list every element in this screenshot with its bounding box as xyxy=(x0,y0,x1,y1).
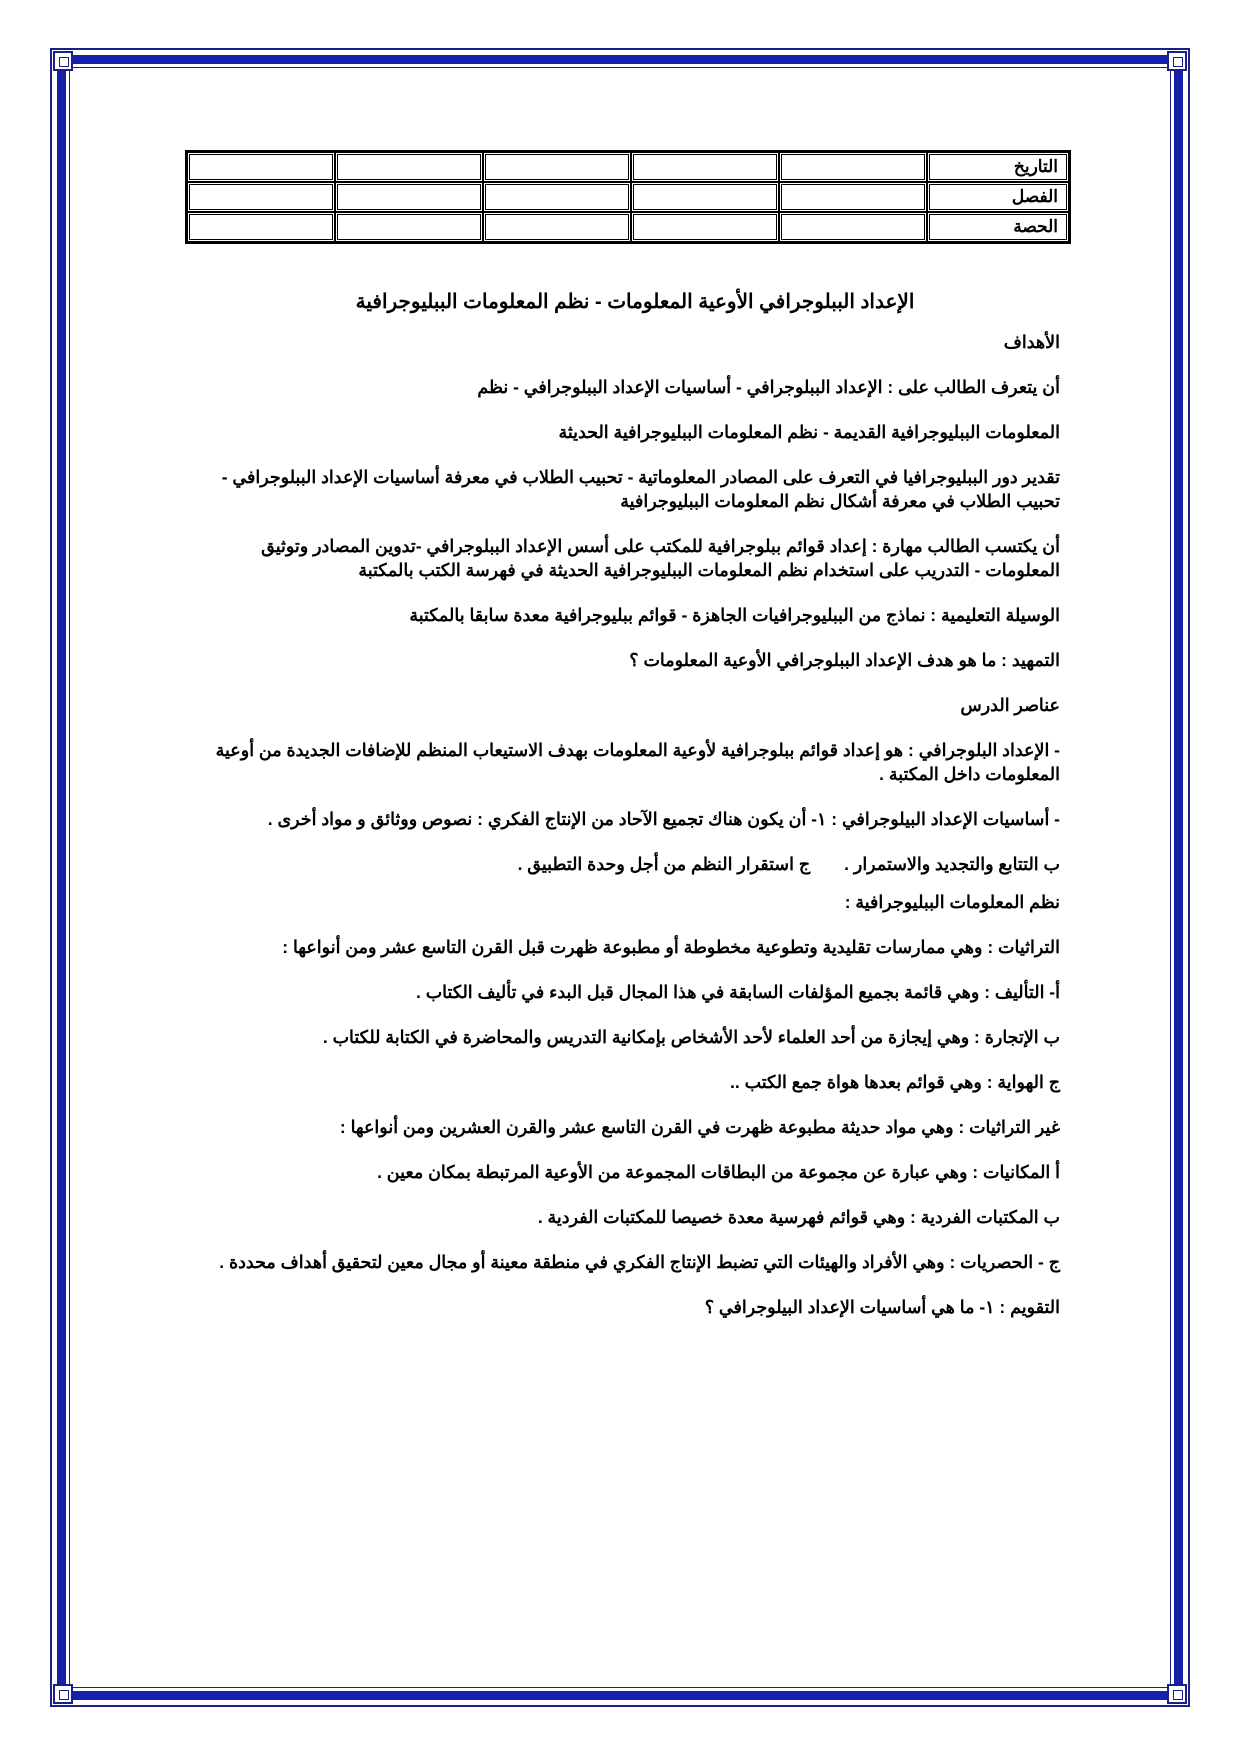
table-cell xyxy=(483,212,631,242)
page-title: الإعداد الببلوجرافي الأوعية المعلومات - نظم المعلومات الببليوجرافية xyxy=(355,291,915,313)
paragraph: أ المكانيات : وهي عبارة عن مجموعة من البطاقات المجموعة من الأوعية المرتبطة بمكان معين . xyxy=(377,1162,1060,1182)
table-row xyxy=(187,152,1069,182)
table-cell xyxy=(631,212,779,242)
paragraph: غير التراثيات : وهي مواد حديثة مطبوعة ظهرت في القرن التاسع عشر والقرن العشرين ومن أنواعها : xyxy=(339,1117,1060,1137)
evaluation-paragraph: التقويم : ١- ما هي أساسيات الإعداد البيلوجرافي ؟ xyxy=(704,1297,1060,1317)
table-cell xyxy=(335,182,483,212)
table-cell xyxy=(631,152,779,182)
paragraph: ج الهواية : وهي قوائم بعدها هواة جمع الكتب .. xyxy=(729,1072,1060,1092)
table-row xyxy=(187,212,1069,242)
border-corner-ornament xyxy=(53,1684,73,1704)
table-cell xyxy=(335,152,483,182)
table-cell xyxy=(779,152,927,182)
table-cell xyxy=(335,212,483,242)
table-cell xyxy=(483,182,631,212)
table-cell xyxy=(779,182,927,212)
table-cell xyxy=(483,152,631,182)
table-cell xyxy=(187,152,335,182)
paragraph: أن يكتسب الطالب مهارة : إعداد قوائم ببلوجرافية للمكتب على أسس الإعداد الببلوجرافي -تدوين المصادر وتوثيق المعلومات - التدريب على استخدام نظم المعلومات الببليوجرافية الحديثة في فهرسة الكتب بالمكتبة xyxy=(261,536,1060,580)
systems-heading: نظم المعلومات الببليوجرافية : xyxy=(844,892,1060,912)
schedule-table xyxy=(185,150,1071,244)
paragraph: المعلومات الببليوجرافية القديمة - نظم المعلومات الببليوجرافية الحديثة xyxy=(558,422,1060,442)
objectives-heading: الأهداف xyxy=(1003,332,1060,352)
paragraph: تقدير دور الببليوجرافيا في التعرف على المصادر المعلوماتية - تحبيب الطلاب في معرفة أساسيات الإعداد الببلوجرافي - تحبيب الطلاب في معرفة أشكال نظم المعلومات الببليوجرافية xyxy=(221,467,1060,511)
paragraph: التراثيات : وهي ممارسات تقليدية وتطوعية مخطوطة أو مطبوعة ظهرت قبل القرن التاسع عشر ومن أنواعها : xyxy=(282,937,1060,957)
table-cell xyxy=(631,182,779,212)
lesson-elements-heading: عناصر الدرس xyxy=(960,695,1060,715)
table-cell xyxy=(187,212,335,242)
border-corner-ornament xyxy=(53,51,73,71)
row-label-date: التاريخ xyxy=(927,152,1069,182)
table-row xyxy=(187,182,1069,212)
border-corner-ornament xyxy=(1167,51,1187,71)
paragraph: أن يتعرف الطالب على : الإعداد الببلوجرافي - أساسيات الإعداد الببلوجرافي - نظم xyxy=(477,377,1060,397)
paragraph: ب المكتبات الفردية : وهي قوائم فهرسية معدة خصيصا للمكتبات الفردية . xyxy=(537,1207,1060,1227)
paragraph: التمهيد : ما هو هدف الإعداد الببلوجرافي الأوعية المعلومات ؟ xyxy=(629,650,1060,670)
table-cell xyxy=(779,212,927,242)
paragraph: ج - الحصريات : وهي الأفراد والهيئات التي تضبط الإنتاج الفكري في منطقة معينة أو مجال معين لتحقيق أهداف محددة . xyxy=(219,1252,1060,1272)
paragraph: - أساسيات الإعداد البيلوجرافي : ١- أن يكون هناك تجميع الآحاد من الإنتاج الفكري : نصوص ووثائق و مواد أخرى . xyxy=(267,809,1060,829)
paragraph: ب الإتجارة : وهي إيجازة من أحد العلماء لأحد الأشخاص بإمكانية التدريس والمحاضرة في الكتابة للكتاب . xyxy=(322,1027,1060,1047)
paragraph: - الإعداد البلوجرافي : هو إعداد قوائم ببلوجرافية لأوعية المعلومات بهدف الاستيعاب المنظم للإضافات الجديدة من أوعية المعلومات داخل المكتبة . xyxy=(215,740,1060,784)
row-label-period: الحصة xyxy=(927,212,1069,242)
paragraph: ب التتابع والتجديد والاستمرار . ج استقرار النظم من أجل وحدة التطبيق . xyxy=(517,854,1060,874)
paragraph: الوسيلة التعليمية : نماذج من الببليوجرافيات الجاهزة - قوائم ببليوجرافية معدة سابقا بالمكتبة xyxy=(409,605,1060,625)
paragraph: أ- التأليف : وهي قائمة بجميع المؤلفات السابقة في هذا المجال قبل البدء في تأليف الكتاب . xyxy=(415,982,1060,1002)
border-corner-ornament xyxy=(1167,1684,1187,1704)
table-cell xyxy=(187,182,335,212)
row-label-class: الفصل xyxy=(927,182,1069,212)
lesson-content xyxy=(210,290,1060,1340)
